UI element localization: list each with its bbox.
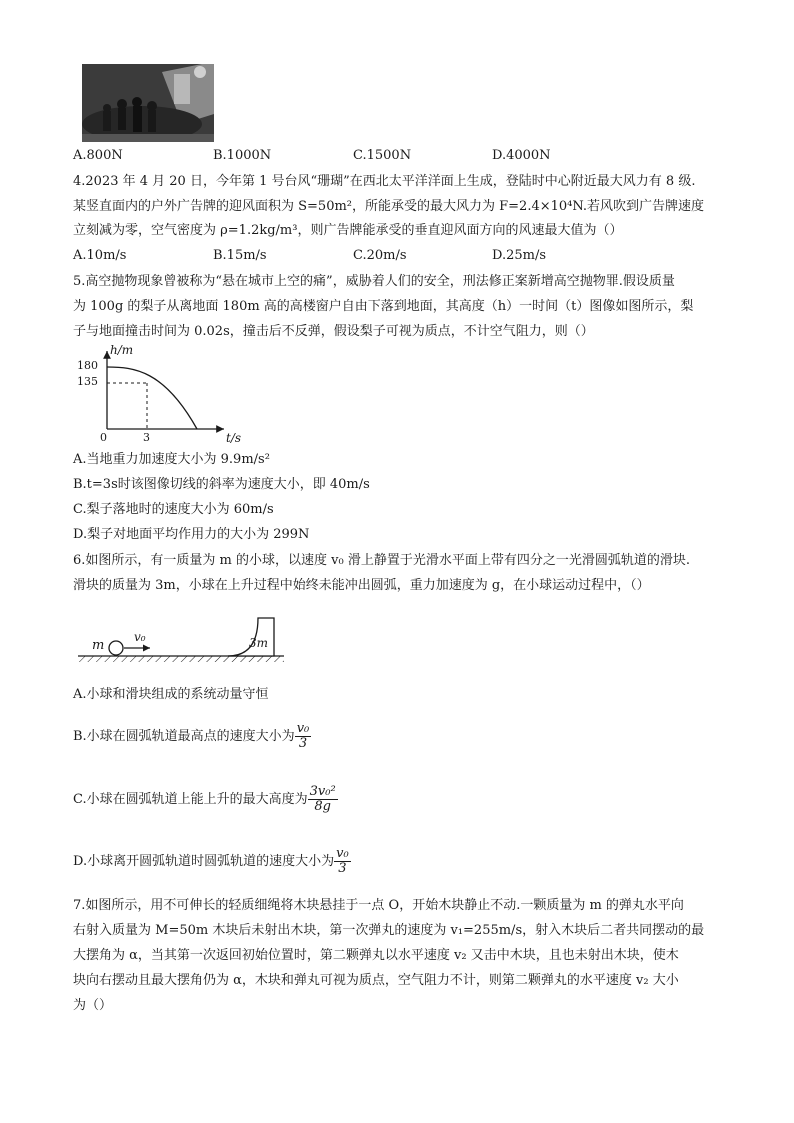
q7-stem-line-5: 为（） xyxy=(73,998,113,1013)
ball-slider-figure xyxy=(78,612,288,668)
q4-option-a: A.10m/s xyxy=(73,248,127,263)
height-time-graph xyxy=(74,345,254,445)
crowd-photo xyxy=(82,64,214,142)
q3-option-c: C.1500N xyxy=(353,148,412,163)
fraction-numerator: v₀ xyxy=(296,721,310,736)
q7-stem-line-2: 右射入质量为 M=50m 木块后未射出木块，第一次弹丸的速度为 v₁=255m/s，射入木块后二者共同摆动的最 xyxy=(73,923,705,938)
q7-stem-line-3: 大摆角为 α，当其第一次返回初始位置时，第二颗弹丸以水平速度 v₂ 又击中木块，且也未射出木块，使木 xyxy=(73,948,679,963)
y-tick-180: 180 xyxy=(77,359,98,372)
q4-stem-line-1: 4.2023 年 4 月 20 日，今年第 1 号台风“珊瑚”在西北太平洋洋面上生成，登陆时中心附近最大风力有 8 级. xyxy=(73,174,696,189)
q6-stem-line-2: 滑块的质量为 3m，小球在上升过程中始终未能冲出圆弧，重力加速度为 g，在小球运动过程中，（） xyxy=(73,578,650,593)
q3-option-b: B.1000N xyxy=(213,148,272,163)
q5-option-b: B.t=3s时该图像切线的斜率为速度大小，即 40m/s xyxy=(73,477,370,492)
fraction-denominator: 3 xyxy=(338,861,347,876)
q3-option-a: A.800N xyxy=(73,148,123,163)
q5-option-a: A.当地重力加速度大小为 9.9m/s² xyxy=(73,452,270,467)
ball xyxy=(109,641,123,655)
q6-stem-line-1: 6.如图所示，有一质量为 m 的小球，以速度 v₀ 滑上静置于光滑水平面上带有四分之一光滑圆弧轨道的滑块. xyxy=(73,553,690,568)
fraction-numerator: 3v₀² xyxy=(309,784,336,799)
fraction-denominator: 8g xyxy=(314,799,331,814)
q6-option-b xyxy=(73,722,311,752)
q6-option-a: A.小球和滑块组成的系统动量守恒 xyxy=(73,687,269,702)
q7-stem-line-1: 7.如图所示，用不可伸长的轻质细绳将木块悬挂于一点 O，开始木块静止不动.一颗质量为 m 的弹丸水平向 xyxy=(73,898,684,913)
ground-hatch xyxy=(78,656,284,662)
q6-option-d-fraction xyxy=(334,847,351,876)
q6-option-d xyxy=(73,847,351,877)
ball-mass-label: m xyxy=(92,638,105,653)
q7-stem-line-4: 块向右摆动且最大摆角仍为 α，木块和弹丸可视为质点，空气阻力不计，则第二颗弹丸的水平速度 v₂ 大小 xyxy=(73,973,679,988)
x-tick-3: 3 xyxy=(143,431,150,444)
q4-stem-line-2: 某竖直面内的户外广告牌的迎风面积为 S=50m²，所能承受的最大风力为 F=2.4×10⁴N.若风吹到广告牌速度 xyxy=(73,199,705,214)
q4-option-b: B.15m/s xyxy=(213,248,267,263)
q3-option-d: D.4000N xyxy=(492,148,551,163)
fraction-numerator: v₀ xyxy=(336,846,349,861)
q5-stem-line-1: 5.高空抛物现象曾被称为“悬在城市上空的痛”，威胁着人们的安全，刑法修正案新增高空抛物罪.假设质量 xyxy=(73,274,675,289)
q6-option-c xyxy=(73,785,338,815)
block-mass-label: 3m xyxy=(249,636,269,650)
q4-stem-line-3: 立刻减为零，空气密度为 ρ=1.2kg/m³，则广告牌能承受的垂直迎风面方向的风速最大值为（） xyxy=(73,223,623,238)
q6-option-b-fraction xyxy=(295,722,312,751)
q5-option-c: C.梨子落地时的速度大小为 60m/s xyxy=(73,502,274,517)
q5-option-d: D.梨子对地面平均作用力的大小为 299N xyxy=(73,527,310,542)
q6-option-b-text: B.小球在圆弧轨道最高点的速度大小为 xyxy=(73,729,295,744)
x-axis-label: t/s xyxy=(226,431,242,445)
y-tick-135: 135 xyxy=(77,375,98,388)
y-axis-label: h/m xyxy=(110,343,134,357)
q4-option-d: D.25m/s xyxy=(492,248,547,263)
q5-stem-line-2: 为 100g 的梨子从离地面 180m 高的高楼窗户自由下落到地面，其高度（h）一时间（t）图像如图所示，梨 xyxy=(73,299,694,314)
q6-option-c-text: C.小球在圆弧轨道上能上升的最大高度为 xyxy=(73,792,308,807)
q5-stem-line-3: 子与地面撞击时间为 0.02s，撞击后不反弹，假设梨子可视为质点，不计空气阻力，则（） xyxy=(73,324,594,339)
velocity-label: v₀ xyxy=(134,630,146,644)
height-curve xyxy=(107,367,197,429)
x-tick-0: 0 xyxy=(100,431,107,444)
fraction-denominator: 3 xyxy=(298,736,308,751)
q6-option-c-fraction xyxy=(308,785,338,814)
q4-option-c: C.20m/s xyxy=(353,248,407,263)
q6-option-d-text: D.小球离开圆弧轨道时圆弧轨道的速度大小为 xyxy=(73,854,335,869)
